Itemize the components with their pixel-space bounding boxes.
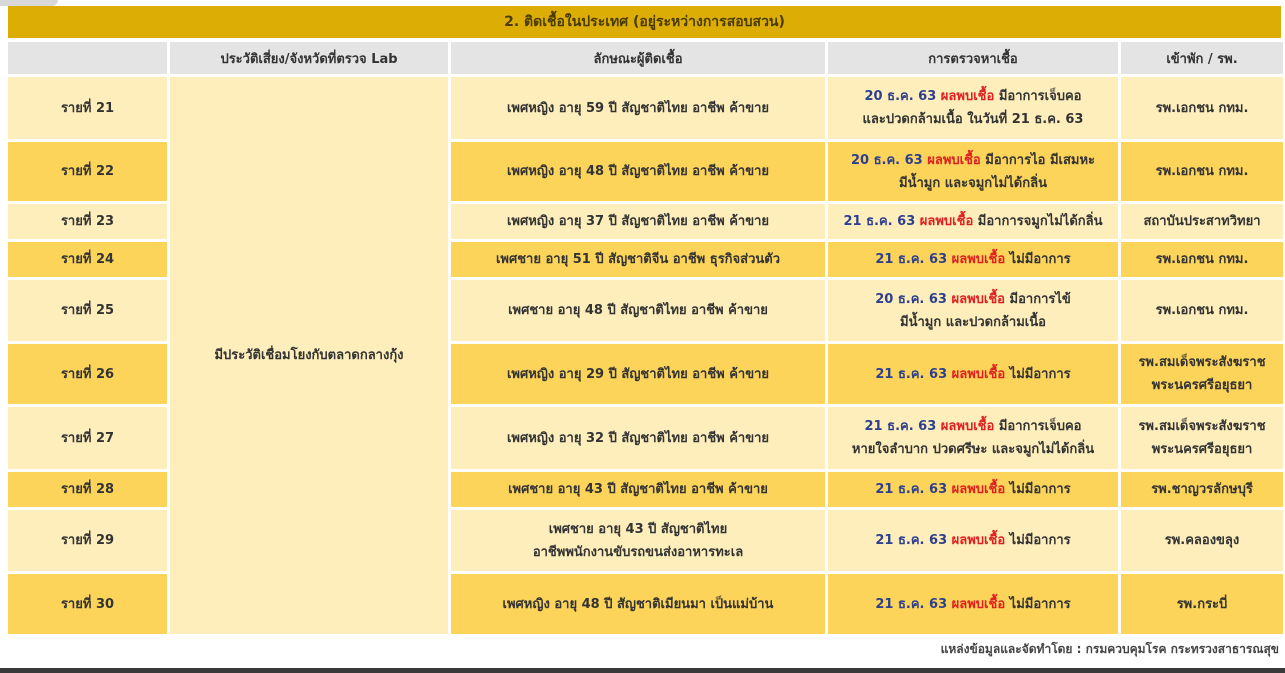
profile-line: เพศหญิง อายุ 32 ปี สัญชาติไทย อาชีพ ค้าขาย (506, 430, 770, 446)
hospital-line: รพ.กระบี่ (1176, 596, 1228, 612)
symptom-text: ไม่มีอาการ (1009, 366, 1071, 382)
symptom-text: มีอาการเจ็บคอ (998, 89, 1082, 104)
test-date: 21 ธ.ค. 63 (875, 533, 948, 548)
hospital (1121, 574, 1283, 634)
symptom-text: ไม่มีอาการ (1009, 482, 1071, 497)
profile-line: เพศชาย อายุ 43 ปี สัญชาติไทย (548, 521, 728, 537)
patient-profile (451, 472, 825, 507)
positive-label: ผลพบเชื้อ (940, 89, 995, 104)
test-date: 21 ธ.ค. 63 (875, 596, 948, 612)
test-line (834, 210, 1112, 233)
profile-line: เพศหญิง อายุ 59 ปี สัญชาติไทย อาชีพ ค้าขาย (506, 100, 770, 116)
profile-line: เพศหญิง อายุ 48 ปี สัญชาติเมียนมา เป็นแม่บ้าน (502, 596, 774, 612)
test-line (834, 478, 1112, 501)
patient-profile (451, 280, 825, 341)
test-line (834, 593, 1112, 616)
hospital (1121, 344, 1283, 404)
patient-profile (451, 344, 825, 404)
header-test: การตรวจหาเชื้อ (828, 42, 1118, 74)
source-footer: แหล่งข้อมูลและจัดทำโดย : กรมควบคุมโรค กระทรวงสาธารณสุข (940, 642, 1279, 656)
test-date: 20 ธ.ค. 63 (864, 89, 937, 104)
header-case (8, 42, 167, 74)
profile-line: อาชีพพนักงานขับรถขนส่งอาหารทะเล (532, 544, 744, 560)
symptom-text: มีอาการเจ็บคอ (998, 419, 1082, 434)
test-result (828, 407, 1118, 469)
positive-label: ผลพบเชื้อ (951, 482, 1006, 497)
patient-profile (451, 407, 825, 469)
hospital-line: รพ.เอกชน กทม. (1155, 164, 1249, 179)
hospital-line: รพ.สมเด็จพระสังฆราช (1138, 355, 1266, 370)
test-date: 20 ธ.ค. 63 (850, 152, 923, 168)
test-date: 21 ธ.ค. 63 (875, 252, 948, 267)
case-number: รายที่ 23 (8, 204, 167, 239)
hospital-line: รพ.คลองขลุง (1164, 533, 1240, 548)
profile-line: เพศหญิง อายุ 29 ปี สัญชาติไทย อาชีพ ค้าขาย (506, 366, 770, 382)
hospital-line: รพ.ชาญวรลักษบุรี (1151, 482, 1253, 497)
symptom-text: มีอาการไข้ (1009, 291, 1071, 307)
positive-label: ผลพบเชื้อ (951, 291, 1005, 307)
case-number: รายที่ 30 (8, 574, 167, 634)
case-number: รายที่ 22 (8, 142, 167, 201)
profile-line: เพศชาย อายุ 43 ปี สัญชาติไทย อาชีพ ค้าขาย (508, 482, 768, 497)
header-hospital: เข้าพัก / รพ. (1121, 42, 1283, 74)
patient-profile (451, 574, 825, 634)
test-result (828, 204, 1118, 239)
hospital-line: รพ.เอกชน กทม. (1155, 303, 1249, 318)
test-result (828, 142, 1118, 201)
positive-label: ผลพบเชื้อ (951, 366, 1006, 382)
symptom-text-continued: หายใจลำบาก ปวดศรีษะ และจมูกไม่ได้กลิ่น (851, 442, 1095, 457)
test-line (834, 288, 1112, 311)
symptom-text: ไม่มีอาการ (1009, 596, 1071, 612)
test-result (828, 574, 1118, 634)
patient-profile (451, 77, 825, 139)
symptom-text-continued: มีน้ำมูก และปวดกล้ามเนื้อ (900, 314, 1046, 330)
patient-profile (451, 242, 825, 277)
risk-history: มีประวัติเชื่อมโยงกับตลาดกลางกุ้ง (170, 77, 448, 634)
header-risk: ประวัติเสี่ยง/จังหวัดที่ตรวจ Lab (170, 42, 448, 74)
header-profile: ลักษณะผู้ติดเชื้อ (451, 42, 825, 74)
test-line (834, 248, 1112, 271)
test-line (834, 363, 1112, 386)
test-result (828, 242, 1118, 277)
test-line (834, 529, 1112, 552)
section-banner: 2. ติดเชื้อในประเทศ (อยู่ระหว่างการสอบสวน) (8, 6, 1281, 38)
table-header-row (8, 42, 1283, 74)
test-result (828, 510, 1118, 571)
test-date: 21 ธ.ค. 63 (875, 366, 948, 382)
symptom-text: มีอาการจมูกไม่ได้กลิ่น (977, 214, 1103, 229)
symptom-text: ไม่มีอาการ (1009, 533, 1071, 548)
positive-label: ผลพบเชื้อ (940, 419, 995, 434)
hospital (1121, 407, 1283, 469)
cases-table (5, 39, 1285, 637)
profile-line: เพศชาย อายุ 48 ปี สัญชาติไทย อาชีพ ค้าขาย (508, 303, 768, 318)
hospital-line: รพ.สมเด็จพระสังฆราช (1138, 419, 1266, 434)
positive-label: ผลพบเชื้อ (951, 252, 1006, 267)
symptom-text: มีอาการไอ มีเสมหะ (985, 152, 1096, 168)
positive-label: ผลพบเชื้อ (927, 152, 981, 168)
bottom-bar (0, 668, 1285, 673)
case-number: รายที่ 26 (8, 344, 167, 404)
hospital (1121, 204, 1283, 239)
test-result (828, 77, 1118, 139)
case-number: รายที่ 21 (8, 77, 167, 139)
hospital-line: พระนครศรีอยุธยา (1151, 442, 1253, 457)
case-number: รายที่ 27 (8, 407, 167, 469)
test-line (834, 415, 1112, 438)
table-body (8, 77, 1283, 634)
hospital (1121, 510, 1283, 571)
hospital (1121, 242, 1283, 277)
patient-profile (451, 142, 825, 201)
profile-line: เพศหญิง อายุ 48 ปี สัญชาติไทย อาชีพ ค้าขาย (506, 164, 770, 179)
patient-profile (451, 510, 825, 571)
symptom-text-continued: และปวดกล้ามเนื้อ ในวันที่ 21 ธ.ค. 63 (862, 112, 1084, 127)
hospital (1121, 77, 1283, 139)
test-date: 20 ธ.ค. 63 (875, 291, 947, 307)
positive-label: ผลพบเชื้อ (951, 533, 1006, 548)
hospital-line: สถาบันประสาทวิทยา (1143, 214, 1261, 229)
case-number: รายที่ 24 (8, 242, 167, 277)
patient-profile (451, 204, 825, 239)
hospital (1121, 472, 1283, 507)
positive-label: ผลพบเชื้อ (951, 596, 1006, 612)
positive-label: ผลพบเชื้อ (919, 214, 974, 229)
test-date: 21 ธ.ค. 63 (843, 214, 916, 229)
case-number: รายที่ 28 (8, 472, 167, 507)
case-number: รายที่ 29 (8, 510, 167, 571)
hospital-line: รพ.เอกชน กทม. (1155, 252, 1249, 267)
symptom-text-continued: มีน้ำมูก และจมูกไม่ได้กลิ่น (899, 175, 1047, 191)
test-date: 21 ธ.ค. 63 (875, 482, 948, 497)
test-result (828, 280, 1118, 341)
test-line (834, 85, 1112, 108)
table-row (8, 77, 1283, 139)
case-number: รายที่ 25 (8, 280, 167, 341)
profile-line: เพศชาย อายุ 51 ปี สัญชาติจีน อาชีพ ธุรกิจส่วนตัว (495, 252, 781, 267)
test-line (834, 149, 1112, 172)
hospital-line: พระนครศรีอยุธยา (1151, 378, 1253, 393)
test-result (828, 344, 1118, 404)
symptom-text: ไม่มีอาการ (1009, 252, 1071, 267)
test-date: 21 ธ.ค. 63 (864, 419, 937, 434)
hospital-line: รพ.เอกชน กทม. (1155, 100, 1249, 116)
hospital (1121, 280, 1283, 341)
profile-line: เพศหญิง อายุ 37 ปี สัญชาติไทย อาชีพ ค้าขาย (506, 214, 770, 229)
hospital (1121, 142, 1283, 201)
test-result (828, 472, 1118, 507)
